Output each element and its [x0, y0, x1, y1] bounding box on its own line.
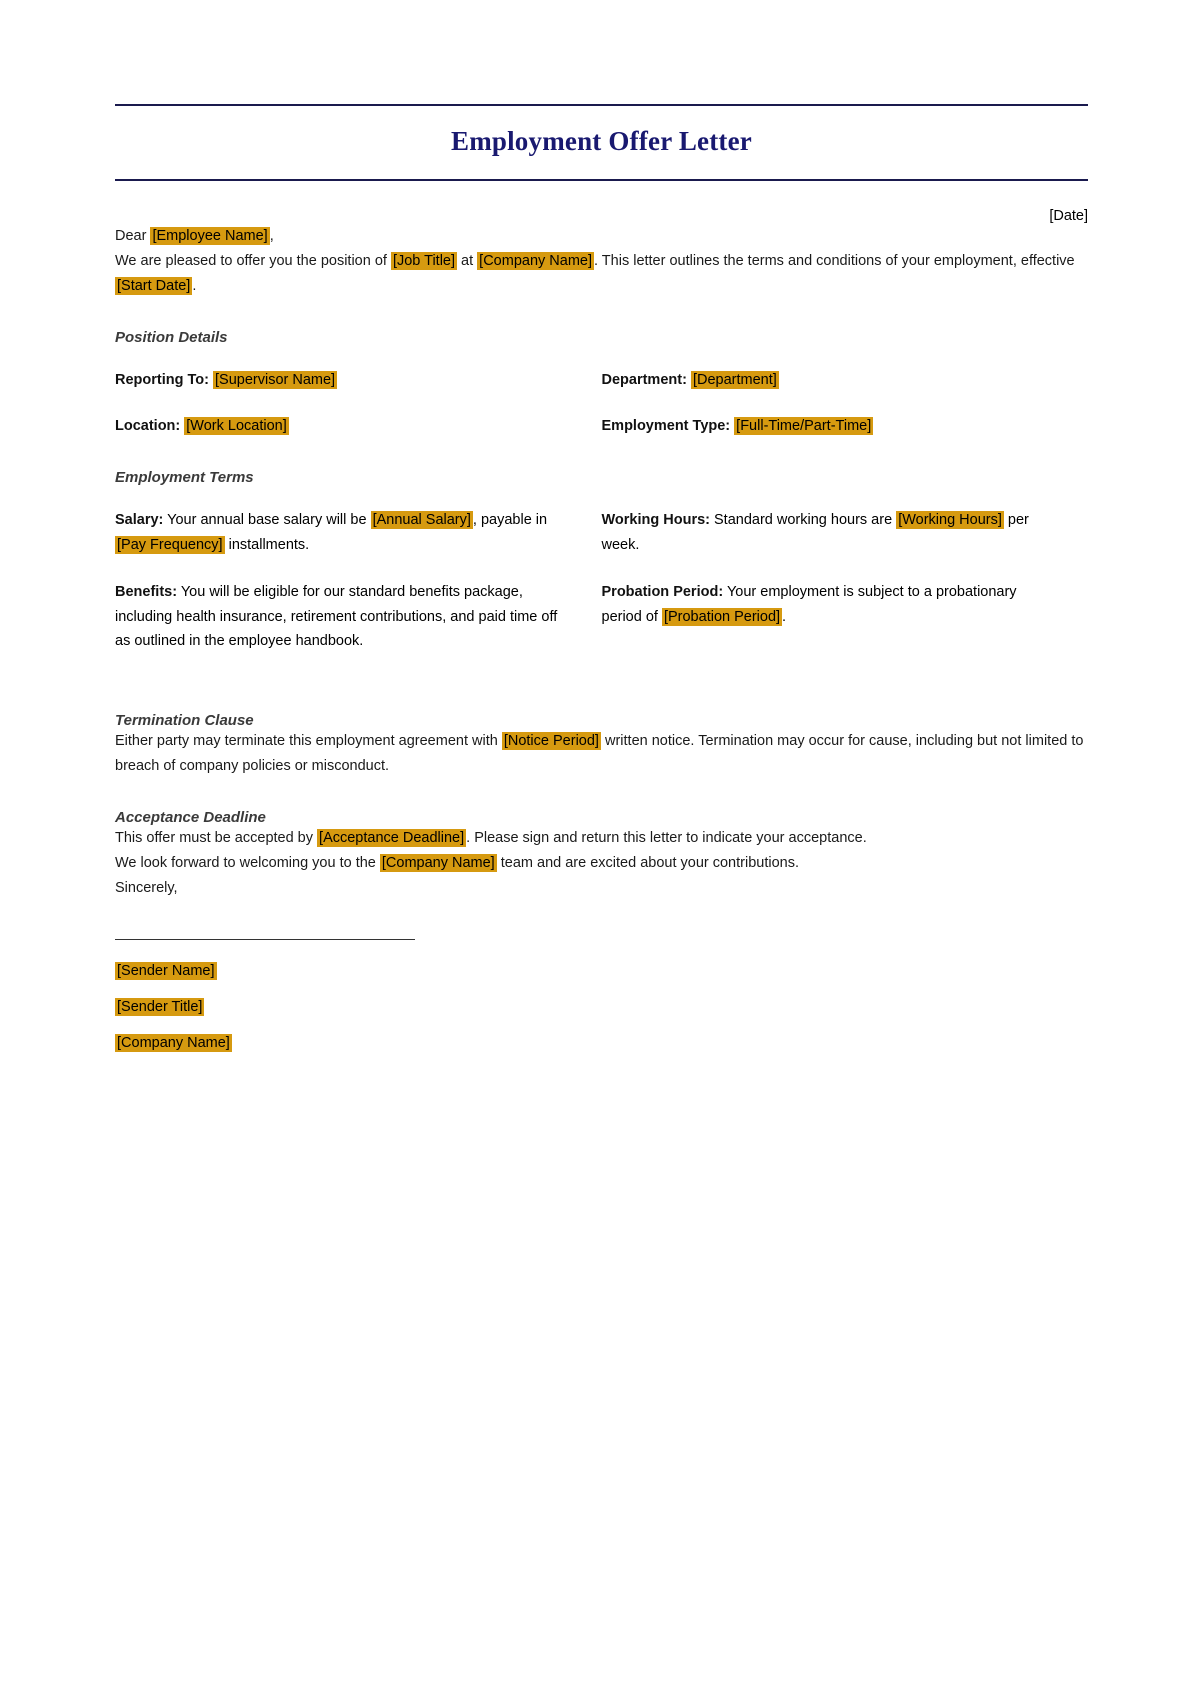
placeholder-company-name-welcome: [Company Name] [381, 855, 495, 872]
field-location [115, 414, 572, 439]
field-label-reporting-to: Reporting To: [115, 371, 209, 388]
intro-text-2: at [461, 252, 474, 269]
placeholder-employee-name: [Employee Name] [152, 228, 268, 244]
field-employment-type [602, 414, 1059, 439]
welcome-text-2: team and are excited about your contributions. [500, 855, 799, 872]
position-details-left-column [115, 368, 602, 439]
closing-sincerely: Sincerely, [115, 880, 178, 897]
placeholder-notice-period: [Notice Period] [503, 733, 599, 750]
section-heading-employment-terms: Employment Terms [115, 468, 254, 486]
salary-text-1: Your annual base salary will be [167, 511, 367, 528]
placeholder-start-date: [Start Date] [117, 277, 191, 294]
salary-label: Salary: [115, 511, 164, 528]
benefits-label: Benefits: [115, 583, 178, 600]
welcome-text-1: We look forward to welcoming you to the [115, 855, 376, 872]
field-label-employment-type: Employment Type: [601, 417, 731, 434]
placeholder-supervisor-name: [Supervisor Name] [215, 371, 336, 388]
benefits-text: You will be eligible for our standard benefits package, including health insurance, retirement contributions, and paid time off as outlined in the employee handbook. [115, 583, 558, 650]
salutation-prefix: Dear [115, 228, 147, 244]
probation-paragraph [602, 580, 1059, 630]
page-title: Employment Offer Letter [450, 126, 752, 156]
salutation-suffix: , [269, 228, 274, 244]
acceptance-paragraph [115, 826, 1088, 851]
employment-terms-right-column [602, 508, 1089, 655]
placeholder-company-name-signature: [Company Name] [117, 1035, 230, 1052]
employment-terms-left-column [115, 508, 602, 655]
placeholder-company-name: [Company Name] [479, 252, 592, 269]
working-hours-text-2: per week. [601, 511, 1029, 553]
welcome-paragraph [115, 851, 1088, 876]
field-label-department: Department: [601, 371, 687, 388]
placeholder-department: [Department] [692, 371, 777, 388]
termination-paragraph [115, 729, 1088, 779]
signature-block [115, 963, 1088, 1051]
salary-paragraph [115, 508, 572, 558]
acceptance-text-2: . Please sign and return this letter to indicate your acceptance. [466, 830, 867, 847]
placeholder-probation-period: [Probation Period] [663, 608, 781, 625]
intro-text-3: . This letter outlines the terms and conditions of your employment, effective [594, 252, 1075, 269]
placeholder-sender-name: [Sender Name] [117, 963, 215, 980]
termination-text-1: Either party may terminate this employment agreement with [115, 733, 498, 750]
field-reporting-to [115, 368, 572, 393]
placeholder-acceptance-deadline: [Acceptance Deadline] [319, 830, 465, 847]
section-heading-position-details: Position Details [115, 328, 228, 346]
salary-text-2: , payable in [472, 511, 548, 528]
section-heading-termination: Termination Clause [115, 712, 254, 730]
working-hours-label: Working Hours: [601, 511, 710, 528]
working-hours-paragraph [602, 508, 1059, 558]
employment-terms-grid [115, 508, 1088, 655]
position-details-right-column [602, 368, 1089, 439]
placeholder-annual-salary: [Annual Salary] [372, 511, 471, 528]
date-field: [Date] [1049, 208, 1088, 224]
placeholder-work-location: [Work Location] [186, 417, 287, 434]
intro-text-1: We are pleased to offer you the position of [115, 252, 387, 269]
intro-text-4: . [192, 277, 197, 294]
probation-text-1: Your employment is subject to a probationary period of [601, 583, 1017, 625]
placeholder-pay-frequency: [Pay Frequency] [117, 536, 223, 553]
section-heading-acceptance: Acceptance Deadline [115, 809, 266, 827]
placeholder-working-hours: [Working Hours] [898, 511, 1002, 528]
title-bottom-rule [115, 179, 1088, 181]
position-details-grid [115, 368, 1088, 439]
probation-text-2: . [782, 608, 787, 625]
signature-line [115, 939, 415, 940]
intro-paragraph [115, 249, 1088, 299]
field-label-location: Location: [115, 417, 181, 434]
acceptance-text-1: This offer must be accepted by [115, 830, 314, 847]
placeholder-job-title: [Job Title] [392, 252, 456, 269]
terms-spacer [115, 654, 1088, 682]
placeholder-employment-type: [Full-Time/Part-Time] [736, 417, 872, 434]
working-hours-text-1: Standard working hours are [714, 511, 893, 528]
termination-text-2: written notice. Termination may occur for cause, including but not limited to breach of company policies or misconduct. [115, 733, 1084, 775]
salutation [115, 224, 1088, 249]
placeholder-sender-title: [Sender Title] [117, 999, 203, 1016]
probation-label: Probation Period: [601, 583, 724, 600]
benefits-paragraph [115, 580, 572, 655]
field-department [602, 368, 1059, 393]
salary-text-3: installments. [228, 536, 310, 553]
